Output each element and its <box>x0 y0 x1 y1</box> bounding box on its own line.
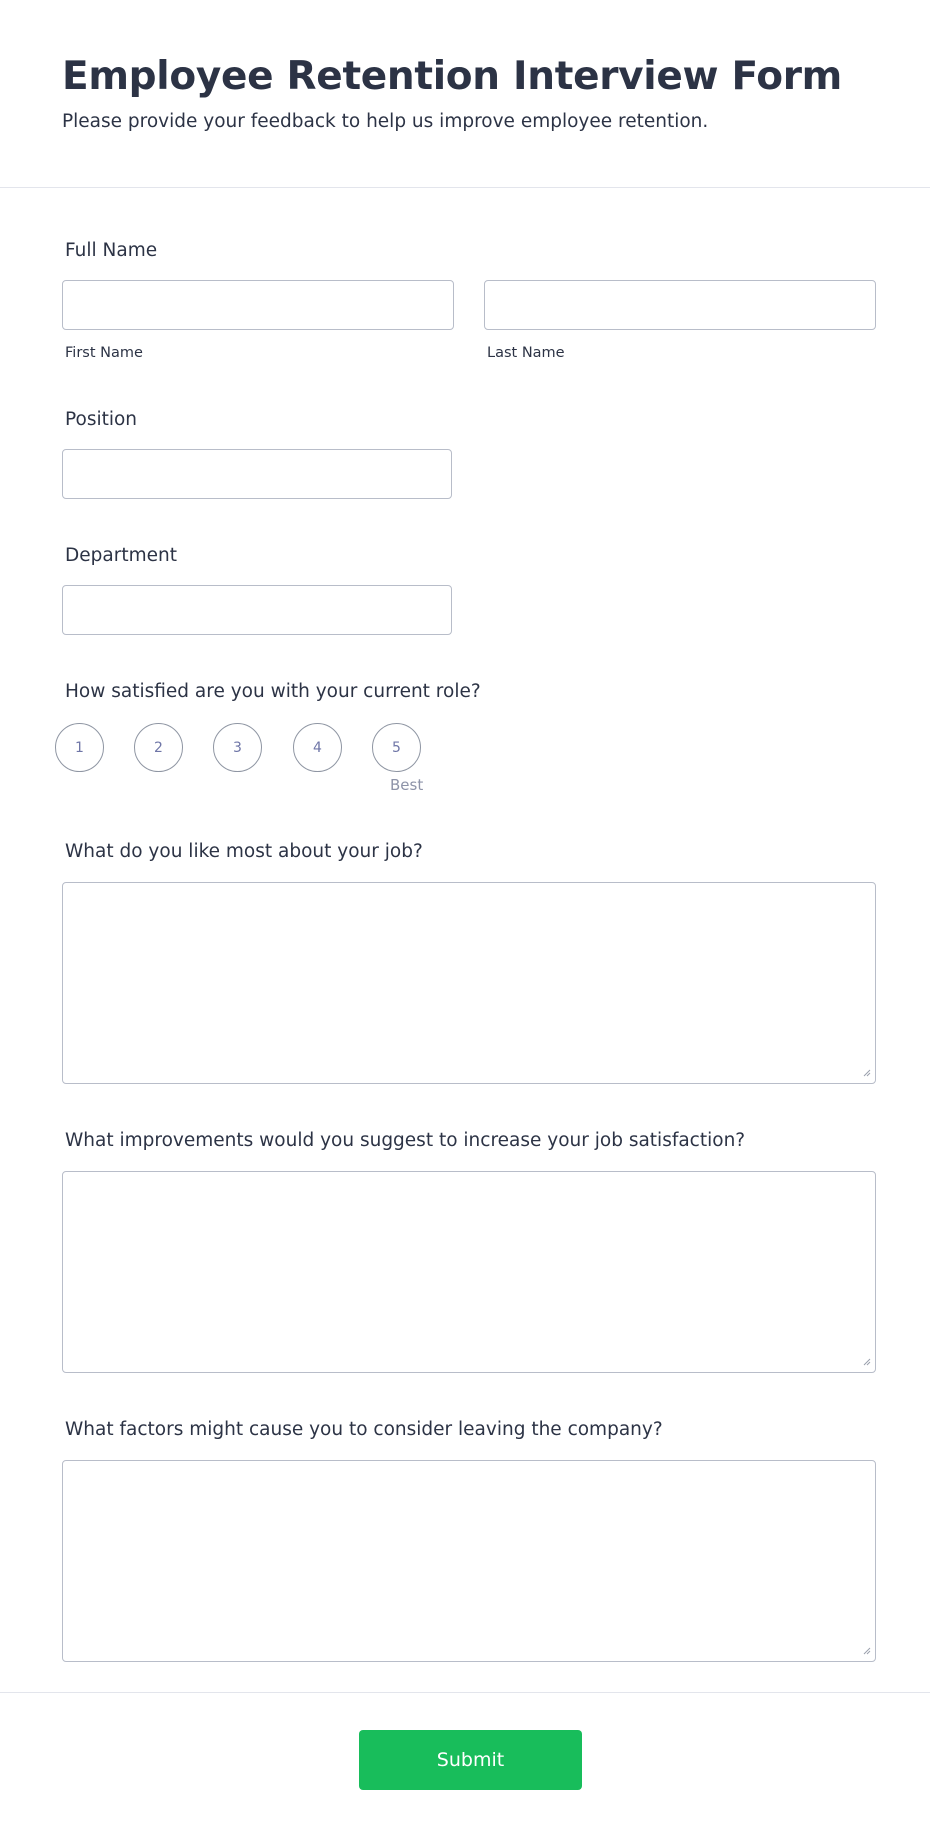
last-name-sublabel: Last Name <box>487 345 565 361</box>
satisfaction-label: How satisfied are you with your current role? <box>65 681 481 702</box>
position-input[interactable] <box>62 449 452 499</box>
department-input[interactable] <box>62 585 452 635</box>
first-name-input[interactable] <box>62 280 454 330</box>
rating-option-5[interactable]: 5 <box>372 723 421 772</box>
leaving-factors-textarea[interactable] <box>62 1460 876 1662</box>
position-label: Position <box>65 409 138 430</box>
footer-divider <box>0 1692 930 1693</box>
rating-option-3[interactable]: 3 <box>213 723 262 772</box>
resize-grip-icon[interactable] <box>861 1067 871 1077</box>
form-subtitle: Please provide your feedback to help us improve employee retention. <box>62 111 709 132</box>
first-name-sublabel: First Name <box>65 345 143 361</box>
rating-best-label: Best <box>390 776 424 794</box>
likes-textarea[interactable] <box>62 882 876 1084</box>
likes-label: What do you like most about your job? <box>65 841 423 862</box>
form-header <box>0 0 930 188</box>
last-name-input[interactable] <box>484 280 876 330</box>
rating-option-2[interactable]: 2 <box>134 723 183 772</box>
department-label: Department <box>65 545 177 566</box>
rating-option-4[interactable]: 4 <box>293 723 342 772</box>
leaving-factors-label: What factors might cause you to consider leaving the company? <box>65 1419 663 1440</box>
full-name-label: Full Name <box>65 240 158 261</box>
submit-button[interactable]: Submit <box>359 1730 582 1790</box>
resize-grip-icon[interactable] <box>861 1356 871 1366</box>
rating-option-1[interactable]: 1 <box>55 723 104 772</box>
form-title: Employee Retention Interview Form <box>62 54 843 99</box>
improvements-label: What improvements would you suggest to increase your job satisfaction? <box>65 1130 746 1151</box>
improvements-textarea[interactable] <box>62 1171 876 1373</box>
resize-grip-icon[interactable] <box>861 1645 871 1655</box>
